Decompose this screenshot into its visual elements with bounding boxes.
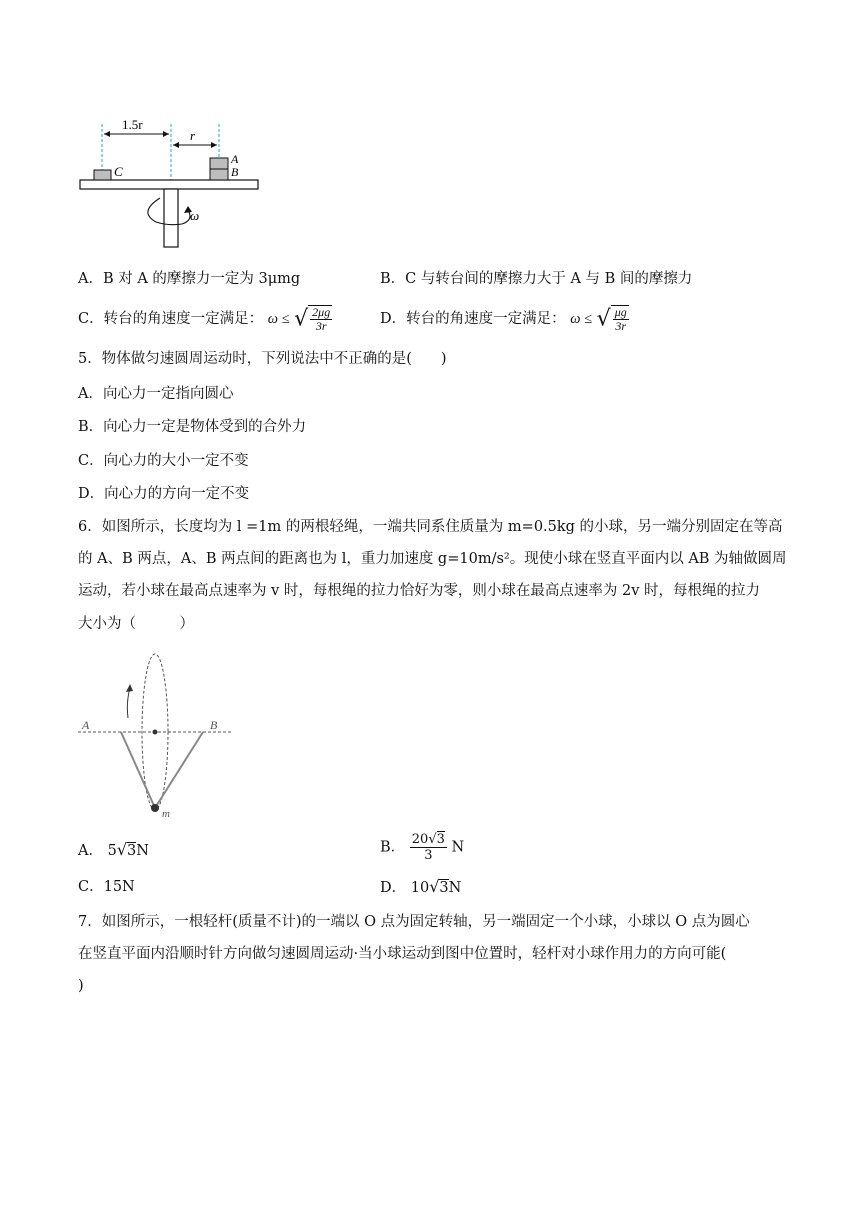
q6-line-1: 6．如图所示，长度均为 l =1m 的两根轻绳，一端共同系住质量为 m=0.5kg 的小球，另一端分别固定在等高	[78, 519, 783, 535]
q4-option-d-sqrt: √ $\frac{\mu g}{3r}$	[596, 305, 627, 333]
string-ball-figure	[76, 650, 246, 822]
q6-option-b-unit: N	[451, 839, 465, 856]
q4-option-a: A．B 对 A 的摩擦力一定为 3μmg	[78, 271, 301, 287]
q5-option-b: B．向心力一定是物体受到的合外力	[78, 419, 307, 435]
q4-option-c-text: C．转台的角速度一定满足：	[78, 311, 264, 327]
q6-option-b-num-rad: 3	[436, 832, 445, 847]
q6-option-b-num-coef: 20	[411, 832, 429, 847]
q4-option-d	[380, 305, 629, 333]
q6-option-d-coef: 10	[410, 880, 430, 896]
q6-option-a-coef: 5	[107, 843, 117, 859]
label-omega: ω	[190, 208, 200, 223]
q6-option-b-frac: $\frac{20√3}{3}$	[411, 832, 445, 863]
q7-line-3: )	[78, 978, 84, 994]
q7-line-2: 在竖直平面内沿顺时针方向做匀速圆周运动·当小球运动到图中位置时，轻杆对小球作用力的方向可能(	[78, 946, 727, 962]
q4-option-b: B．C 与转台间的摩擦力大于 A 与 B 间的摩擦力	[380, 271, 693, 287]
q4-option-d-text: D．转台的角速度一定满足：	[380, 311, 566, 327]
q6-line-3: 运动，若小球在最高点速率为 v 时，每根绳的拉力恰好为零，则小球在最高点速率为 2v 时，每根绳的拉力	[78, 583, 761, 599]
q4-option-d-den: 3r	[615, 319, 627, 333]
q4-option-d-lhs: ω ≤	[570, 311, 593, 327]
q6-option-b	[380, 832, 464, 868]
label-m: m	[162, 808, 170, 820]
label-c: C	[114, 164, 123, 179]
label-a-point: A	[82, 718, 90, 732]
q6-line-2: 的 A、B 两点，A、B 两点间的距离也为 l，重力加速度 g=10m/s²。现使小球在竖直平面内以 AB 为轴做圆周	[78, 551, 787, 567]
label-b: B	[231, 165, 239, 179]
q6-option-d-label: D．	[380, 880, 407, 896]
q6-option-a-label: A．	[78, 843, 103, 859]
label-a: A	[231, 152, 239, 166]
q4-option-c-sqrt: √ $\frac{2\mu g}{3r}$	[294, 305, 331, 333]
q5-stem: 5．物体做匀速圆周运动时，下列说法中不正确的是( )	[78, 351, 447, 367]
q6-option-d: D． 10√3N	[380, 877, 462, 896]
q6-option-d-rad: 3	[439, 880, 449, 896]
q4-option-d-num: μg	[614, 305, 627, 319]
q6-option-a-rad: 3	[127, 843, 137, 859]
q4-option-c	[78, 305, 332, 333]
q7-line-1: 7．如图所示，一根轻杆(质量不计)的一端以 O 点为固定转轴，另一端固定一个小球，小球以 O 点为圆心	[78, 914, 750, 930]
q6-option-d-unit: N	[448, 880, 462, 896]
q4-option-c-den: 3r	[315, 319, 327, 333]
q4-option-c-lhs: ω ≤	[267, 311, 290, 327]
q6-option-c: C．15N	[78, 879, 135, 895]
label-b-point: B	[210, 718, 218, 732]
q6-line-4: 大小为（ ）	[78, 616, 194, 632]
q5-option-d: D．向心力的方向一定不变	[78, 486, 250, 502]
q6-option-a-unit: N	[136, 843, 149, 859]
turntable-figure	[76, 112, 276, 252]
q4-option-c-num: 2μg	[312, 305, 331, 319]
q6-option-a: A． 5√3N	[78, 840, 149, 859]
dim-r-label: r	[190, 128, 196, 143]
q5-option-c: C．向心力的大小一定不变	[78, 453, 249, 469]
q6-option-b-den: 3	[424, 848, 433, 863]
q5-option-a: A．向心力一定指向圆心	[78, 386, 234, 402]
q6-option-b-label: B．	[380, 839, 406, 856]
dim-1.5r-label: 1.5r	[122, 117, 143, 132]
